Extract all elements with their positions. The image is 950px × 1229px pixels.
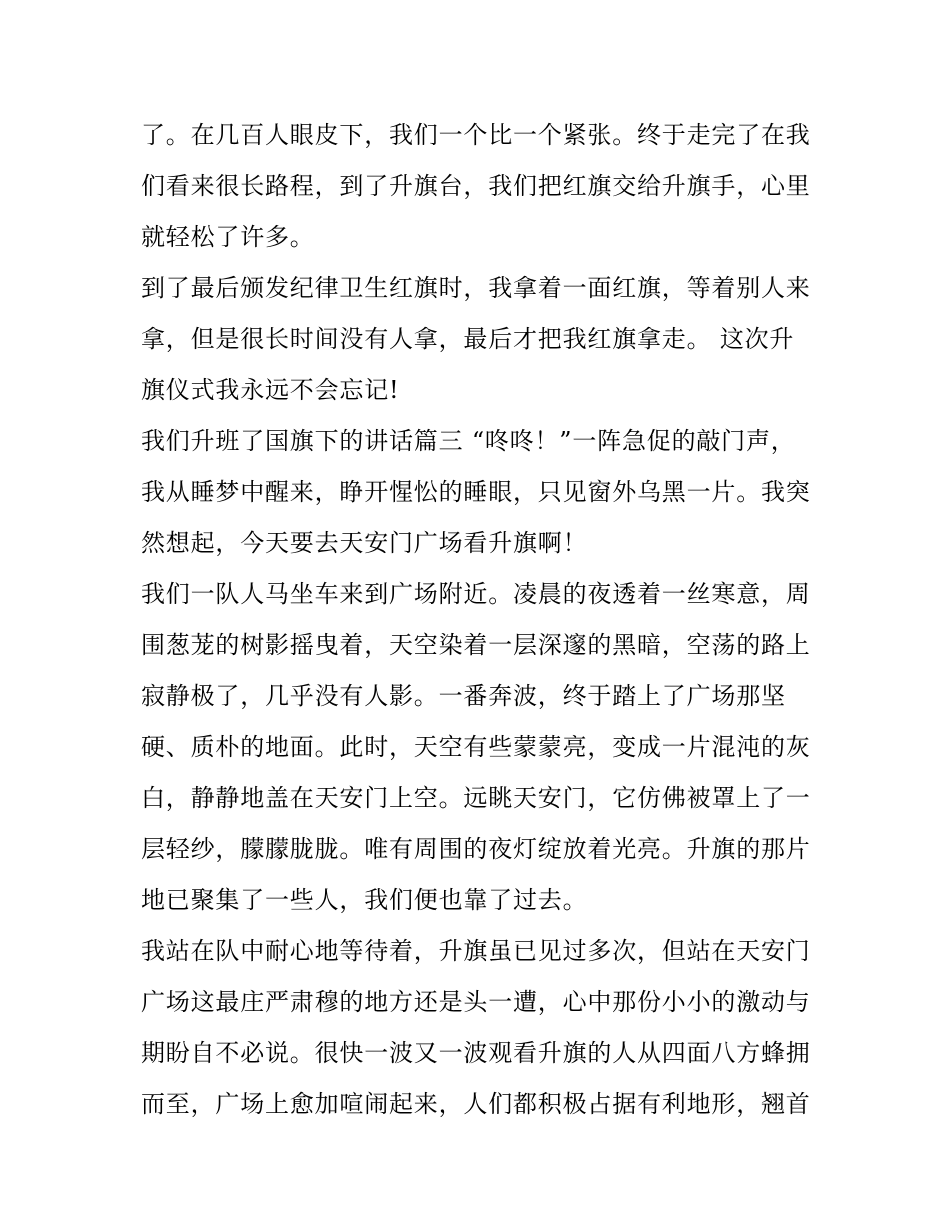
text-line: 然想起，今天要去天安门广场看升旗啊！	[141, 529, 588, 557]
text-line: 硬、质朴的地面。此时，天空有些蒙蒙亮，变成一片混沌的灰	[141, 733, 811, 761]
text-line: 我站在队中耐心地等待着，升旗虽已见过多次，但站在天安门	[141, 937, 811, 965]
text-line: 拿，但是很长时间没有人拿，最后才把我红旗拿走。 这次升	[141, 325, 795, 353]
text-line: 白，静静地盖在天安门上空。远眺天安门，它仿佛被罩上了一	[141, 784, 811, 812]
text-line: 期盼自不必说。很快一波又一波观看升旗的人从四面八方蜂拥	[141, 1039, 811, 1067]
text-line: 我从睡梦中醒来，睁开惺忪的睡眼，只见窗外乌黑一片。我突	[141, 478, 811, 506]
text-line: 广场这最庄严肃穆的地方还是头一遭，心中那份小小的激动与	[141, 988, 811, 1016]
text-line: 就轻松了许多。	[141, 223, 315, 251]
body-text	[141, 110, 821, 1130]
text-line: 寂静极了，几乎没有人影。一番奔波，终于踏上了广场那坚	[141, 682, 786, 710]
text-line: 到了最后颁发纪律卫生红旗时，我拿着一面红旗，等着别人来	[141, 274, 811, 302]
text-line: 了。在几百人眼皮下，我们一个比一个紧张。终于走完了在我	[141, 121, 811, 149]
text-line: 地已聚集了一些人，我们便也靠了过去。	[141, 886, 588, 914]
text-line: 我们升班了国旗下的讲话篇三 “咚咚！”一阵急促的敲门声，	[141, 427, 796, 455]
text-line: 们看来很长路程，到了升旗台，我们把红旗交给升旗手，心里	[141, 172, 811, 200]
text-line: 围葱茏的树影摇曳着，天空染着一层深邃的黑暗，空荡的路上	[141, 631, 811, 659]
text-line: 层轻纱，朦朦胧胧。唯有周围的夜灯绽放着光亮。升旗的那片	[141, 835, 811, 863]
text-line: 而至，广场上愈加喧闹起来，人们都积极占据有利地形，翘首	[141, 1090, 811, 1118]
text-line: 旗仪式我永远不会忘记!	[141, 376, 400, 404]
text-line: 我们一队人马坐车来到广场附近。凌晨的夜透着一丝寒意，周	[141, 580, 811, 608]
